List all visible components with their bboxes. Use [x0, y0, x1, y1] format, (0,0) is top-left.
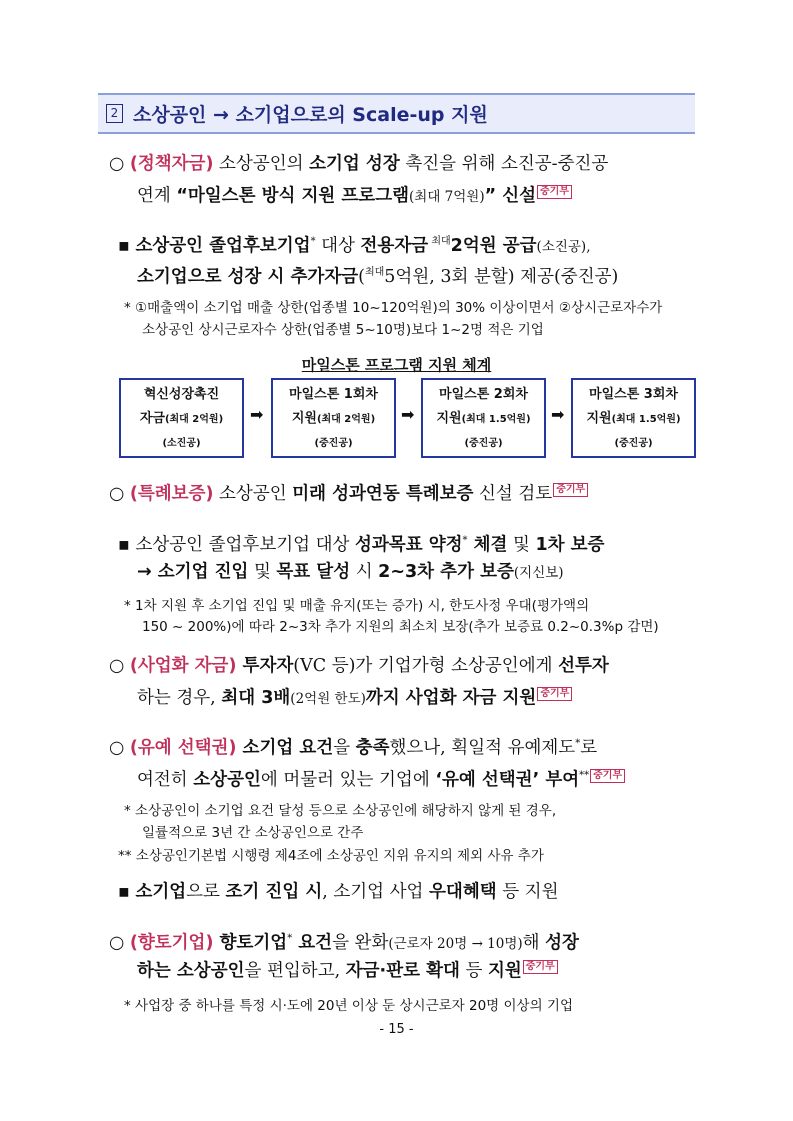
note1-line2: 소상공인 상시근로자수 상한(업종별 5~10명)보다 1~2명 적은 기업	[142, 322, 544, 338]
arrow-right-icon: ➡	[551, 405, 565, 424]
note4-line1: * 소상공인이 소기업 요건 달성 등으로 소상공인에 해당하지 않게 된 경우,	[124, 803, 557, 819]
note2-line1: * 1차 지원 후 소기업 진입 및 매출 유지(또는 증가) 시, 한도사정 우대(평가액의	[124, 598, 590, 614]
diagram-box-4: 마일스톤 3회차 지원(최대 1.5억원) (중진공)	[571, 378, 696, 458]
section-title: 소상공인 → 소기업으로의 Scale-up 지원	[133, 104, 488, 126]
b2-line2: → 소기업 진입 및 목표 달성 시 2~3차 추가 보증(지신보)	[137, 562, 564, 582]
p1-line1: ○ (정책자금) 소상공인의 소기업 성장 촉진을 위해 소진공-중진공	[109, 154, 609, 174]
arrow-right-icon: ➡	[250, 405, 264, 424]
note2-line2: 150 ~ 200%)에 따라 2~3차 추가 지원의 최소치 보장(추가 보증료 0.2~0.3%p 감면)	[142, 619, 659, 635]
diagram-title: 마일스톤 프로그램 지원 체계	[301, 356, 492, 374]
b4-line1: ▪ 소기업으로 조기 진입 시, 소기업 사업 우대혜택 등 지원	[118, 882, 559, 902]
diagram-box-2: 마일스톤 1회차 지원(최대 2억원) (중진공)	[271, 378, 396, 458]
diagram-box-3: 마일스톤 2회차 지원(최대 1.5억원) (중진공)	[421, 378, 546, 458]
p5-line1: ○ (향토기업) 향토기업* 요건을 완화(근로자 20명 → 10명)해 성장	[109, 932, 579, 953]
p3-line2: 하는 경우, 최대 3배(2억원 한도)까지 사업화 자금 지원 중기부	[137, 686, 572, 711]
p5-line2: 하는 소상공인을 편입하고, 자금·판로 확대 등 지원 중기부	[137, 959, 558, 983]
diagram-box-1: 혁신성장촉진 자금(최대 2억원) (소진공)	[119, 378, 244, 458]
p2-line1: ○ (특례보증) 소상공인 미래 성과연동 특례보증 신설 검토 중기부	[109, 482, 588, 506]
p4-line1: ○ (유예 선택권) 소기업 요건을 충족했으나, 획일적 유예제도*로	[109, 737, 598, 758]
ministry-badge: 중기부	[537, 687, 572, 701]
section-number: 2	[106, 104, 123, 123]
note4-line2: 일률적으로 3년 간 소상공인으로 간주	[142, 825, 364, 841]
p1-line2: 연계 “마일스톤 방식 지원 프로그램(최대 7억원)” 신설 중기부	[137, 184, 572, 209]
arrow-right-icon: ➡	[401, 405, 415, 424]
b1-line1: ▪ 소상공인 졸업후보기업* 대상 전용자금 $^{최대}$2억원 공급(소진공),	[118, 235, 591, 256]
p3-line1: ○ (사업화 자금) 투자자(VC 등)가 기업가형 소상공인에게 선투자	[109, 656, 609, 676]
ministry-badge: 중기부	[523, 960, 558, 974]
section-header	[98, 93, 695, 134]
note1-line1: * ①매출액이 소기업 매출 상한(업종별 10~120억원)의 30% 이상이면서 ②상시근로자수가	[124, 300, 663, 316]
ministry-badge: 중기부	[553, 483, 588, 497]
page-number: - 15 -	[379, 1022, 414, 1037]
b2-line1: ▪ 소상공인 졸업후보기업 대상 성과목표 약정* 체결 및 1차 보증	[118, 534, 605, 555]
p4-line2: 여전히 소상공인에 머물러 있는 기업에 ‘유예 선택권’ 부여** 중기부	[137, 764, 625, 792]
ministry-badge: 중기부	[590, 769, 625, 783]
ministry-badge: 중기부	[537, 185, 572, 199]
note4-line3: ** 소상공인기본법 시행령 제4조에 소상공인 지위 유지의 제외 사유 추가	[118, 848, 544, 864]
b1-line2: 소기업으로 성장 시 추가자금($^{최대}$5억원, 3회 분할) 제공(중진공)	[137, 266, 619, 287]
p1-label: (정책자금)	[129, 154, 214, 174]
note5-line1: * 사업장 중 하나를 특정 시·도에 20년 이상 둔 상시근로자 20명 이상의 기업	[124, 998, 573, 1014]
